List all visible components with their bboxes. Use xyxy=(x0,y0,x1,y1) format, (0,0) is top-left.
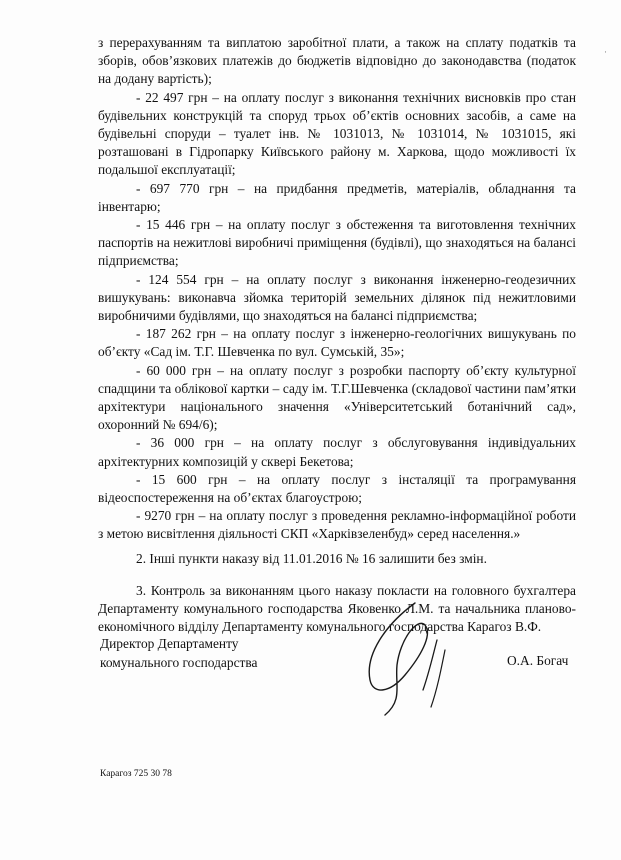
item-geodetic-surveys: - 124 554 грн – на оплату послуг з виконання інженерно-геодезичних вишукувань: виконавча зйомка територій земельних ділянок під нежитловими виробничими будівлями, що знаходяться на балансі підприємства; xyxy=(98,271,576,324)
scan-mark-icon: · xyxy=(604,47,607,57)
item-heritage-passport: - 60 000 грн – на оплату послуг з розробки паспорту об’єкту культурної спадщини та облікової картки – саду ім. Т.Г.Шевченка (складової частини пам’ятки архітектури національного значення «Університетський ботанічний сад», охоронний № 694/6); xyxy=(98,362,576,433)
item-purchases: - 697 770 грн – на придбання предметів, матеріалів, обладнання та інвентарю; xyxy=(98,180,576,214)
handwritten-signature xyxy=(345,595,475,725)
clause-3: 3. Контроль за виконанням цього наказу покласти на головного бухгалтера Департаменту комунального господарства Яковенко Л.М. та начальника планово-економічного відділу Департаменту комунального господарства Карагоз В.Ф. xyxy=(98,582,576,635)
executor-note: Карагоз 725 30 78 xyxy=(100,769,172,779)
item-technical-passports: - 15 446 грн – на оплату послуг з обстеження та виготовлення технічних паспортів на нежитлові виробничі приміщення (будівлі), що знаходяться на балансі підприємства; xyxy=(98,217,576,269)
signatory-name: О.А. Богач xyxy=(507,653,569,668)
item-advertising: - 9270 грн – на оплату послуг з проведення рекламно-інформаційної роботи з метою висвітлення діяльності СКП «Харківзеленбуд» серед населення.» xyxy=(98,508,576,542)
paragraph-continuation: з перерахуванням та виплатою заробітної плати, а також на сплату податків та зборів, обов’язкових платежів до бюджетів відповідно до законодавства (податок на додану вартість); xyxy=(98,35,576,87)
item-geological-surveys: - 187 262 грн – на оплату послуг з інженерно-геологічних вишукувань по об’єкту «Сад ім. Т.Г. Шевченка по вул. Сумській, 35»; xyxy=(98,326,576,360)
item-technical-conclusions: - 22 497 грн – на оплату послуг з виконання технічних висновків про стан будівельних конструкцій та споруд трьох об’єктів основних засобів, а саме на будівельні споруди – туалет інв. № 1031013, № 1031014, № 1031015, які розташовані в Гідропарку Київського району м. Харкова, щодо можливості їх подальшої експлуатації; xyxy=(98,89,576,178)
signatory-position-line2: комунального господарства xyxy=(100,654,258,670)
item-architectural-compositions: - 36 000 грн – на оплату послуг з обслуговування індивідуальних архітектурних композицій у сквері Бекетова; xyxy=(98,435,576,469)
clause-2: 2. Інші пункти наказу від 11.01.2016 № 16 залишити без змін. xyxy=(136,550,487,566)
item-video-surveillance: - 15 600 грн – на оплату послуг з інсталяції та програмування відеоспостереження на об’єктах благоустрою; xyxy=(98,471,576,506)
document-body xyxy=(98,34,576,637)
signatory-position xyxy=(100,635,257,672)
signatory-position-line1: Директор Департаменту xyxy=(100,636,239,651)
